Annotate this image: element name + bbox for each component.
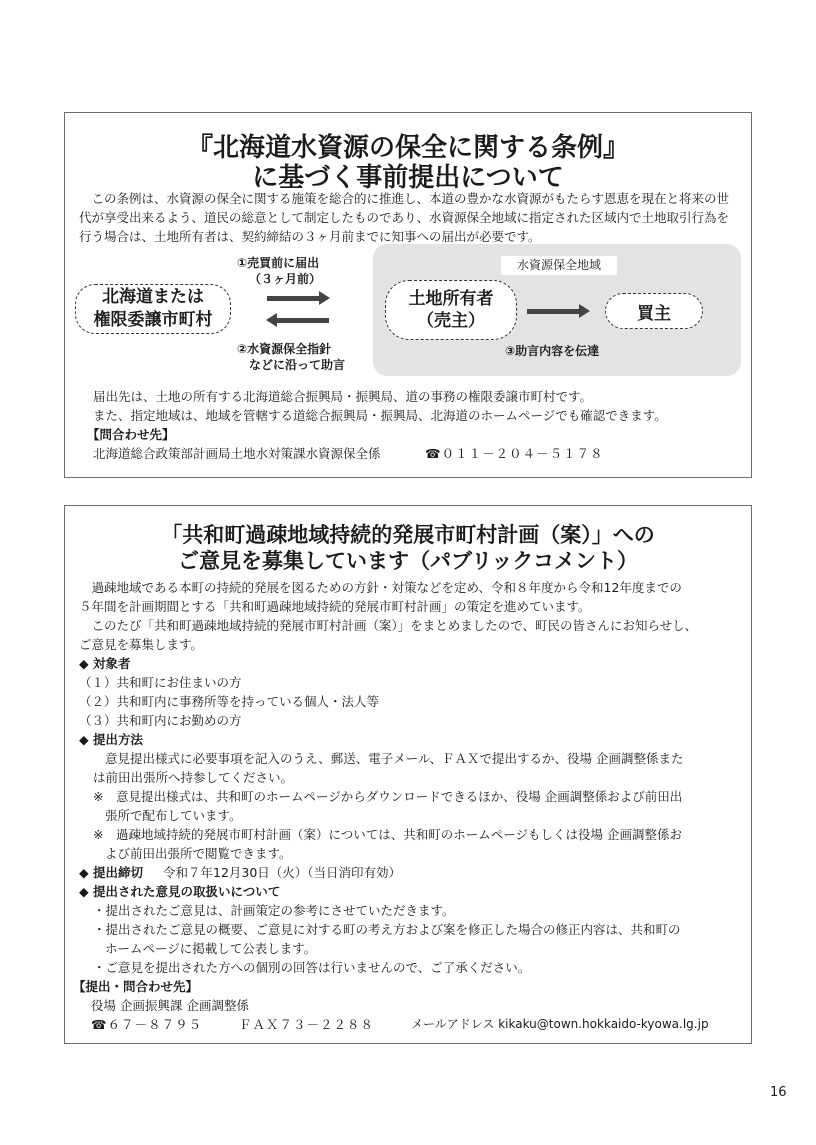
- section1-contact-phone: ☎０１１－２０４－５１７８: [425, 446, 604, 461]
- handling-item: ・提出されたご意見は、計画策定の参考にさせていただきます。: [93, 903, 455, 918]
- handling-item-cont: ホームページに掲載して公表します。: [105, 941, 317, 956]
- arrow2-label-line1: ②水資源保全指針: [237, 342, 332, 356]
- section1-contact-dept: 北海道総合政策部計画局土地水対策課水資源保全係: [93, 446, 381, 461]
- section1-intro: この条例は、水資源の保全に関する施策を総合的に推進し、本道の豊かな水資源がもたらす恩恵を現在と将来の世代が享受出来るよう、道民の総意として制定したものであり、水資源保全地域に指定された区域内で土地取引行為を行う場合は、土地所有者は、契約締結の３ヶ月前までに知事への届出が必要です。: [79, 191, 730, 244]
- public-comment-box: [64, 505, 752, 1044]
- land-owner-box: [385, 280, 517, 340]
- section1-note1: 届出先は、土地の所有する北海道総合振興局・振興局、道の事務の権限委譲市町村です。: [93, 389, 593, 404]
- arrow3-label: ③助言内容を伝達: [505, 344, 600, 358]
- method-text-a: 意見提出様式に必要事項を記入のうえ、郵送、電子メール、ＦＡＸで提出するか、役場 企画調整係また: [105, 751, 684, 766]
- authority-line1: 北海道または: [102, 287, 204, 307]
- handling-item: ・ご意見を提出された方への個別の回答は行いませんので、ご了承ください。: [93, 960, 531, 975]
- arrow2-label-line2: などに沿って助言: [249, 358, 346, 372]
- section2-intro2a: このたび「共和町過疎地域持続的発展市町村計画（案）」をまとめましたので、町民の皆さんにお知らせし、: [79, 618, 698, 633]
- section2-contact-heading: 【提出・問合わせ先】: [73, 979, 199, 994]
- section2-contact-dept: 役場 企画振興課 企画調整係: [91, 998, 249, 1013]
- section2-title-line1: 「共和町過疎地域持続的発展市町村計画（案）」への: [161, 523, 655, 547]
- section2-contact-fax: ＦＡＸ７３－２２８８: [239, 1017, 375, 1032]
- section1-contact-heading: 【問合わせ先】: [87, 427, 175, 442]
- section2-title-line2: ご意見を募集しています（パブリックコメント）: [178, 549, 638, 573]
- arrow1-label: [237, 255, 321, 287]
- section2-contact-phone: ☎６７－８７９５: [91, 1017, 203, 1032]
- target-item: （３）共和町内にお勤めの方: [79, 713, 242, 728]
- section2-intro1a: 過疎地域である本町の持続的発展を図るための方針・対策などを定め、令和８年度から令和12年度までの: [79, 580, 682, 595]
- section2-intro1b: ５年間を計画期間とする「共和町過疎地域持続的発展市町村計画」の策定を進めています。: [79, 599, 591, 614]
- buyer-label: 買主: [637, 303, 671, 324]
- handling-item: ・提出されたご意見の概要、ご意見に対する町の考え方および案を修正した場合の修正内容は、共和町の: [93, 922, 681, 937]
- arrow1-label-line2: （３ヶ月前）: [249, 272, 322, 286]
- water-resource-notice-box: [64, 112, 752, 478]
- deadline-value: 令和７年12月30日（火）（当日消印有効）: [163, 865, 402, 880]
- section2-contact-email: メールアドレス kikaku@town.hokkaido-kyowa.lg.jp: [411, 1017, 709, 1031]
- page-number: 16: [770, 1085, 787, 1100]
- target-heading: ◆ 対象者: [79, 656, 131, 671]
- deadline-heading: ◆ 提出締切: [79, 865, 143, 880]
- buyer-box: [605, 293, 703, 329]
- section1-title-line2: に基づく事前提出について: [252, 163, 564, 193]
- convey-arrow: [527, 309, 581, 314]
- advice-arrow: [275, 318, 329, 323]
- notify-arrow: [267, 296, 321, 301]
- target-item: （２）共和町内に事務所等を持っている個人・法人等: [79, 694, 380, 709]
- method-text-b: は前田出張所へ持参してください。: [93, 770, 294, 785]
- method-note2a: ※ 過疎地域持続的発展市町村計画（案）については、共和町のホームページもしくは役場 企画調整係お: [93, 827, 682, 842]
- owner-line2: （売主）: [417, 311, 485, 331]
- section1-title-line1: 『北海道水資源の保全に関する条例』: [186, 133, 629, 163]
- arrow2-label: [237, 341, 345, 373]
- section2-intro2b: ご意見を募集します。: [79, 637, 204, 652]
- method-heading: ◆ 提出方法: [79, 732, 143, 747]
- hokkaido-authority-box: [75, 284, 231, 334]
- method-note2b: よび前田出張所で閲覧できます。: [105, 846, 292, 861]
- owner-line1: 土地所有者: [408, 289, 494, 309]
- arrow1-label-line1: ①売買前に届出: [237, 256, 320, 270]
- zone-label: 水資源保全地域: [501, 256, 617, 275]
- method-note1a: ※ 意見提出様式は、共和町のホームページからダウンロードできるほか、役場 企画調整係および前田出: [93, 789, 683, 804]
- target-item: （１）共和町にお住まいの方: [79, 675, 242, 690]
- authority-line2: 権限委譲市町村: [93, 310, 213, 330]
- section1-note2: また、指定地域は、地域を管轄する道総合振興局・振興局、北海道のホームページでも確認できます。: [93, 408, 667, 423]
- method-note1b: 張所で配布しています。: [105, 808, 242, 823]
- handling-heading: ◆ 提出された意見の取扱いについて: [79, 884, 281, 899]
